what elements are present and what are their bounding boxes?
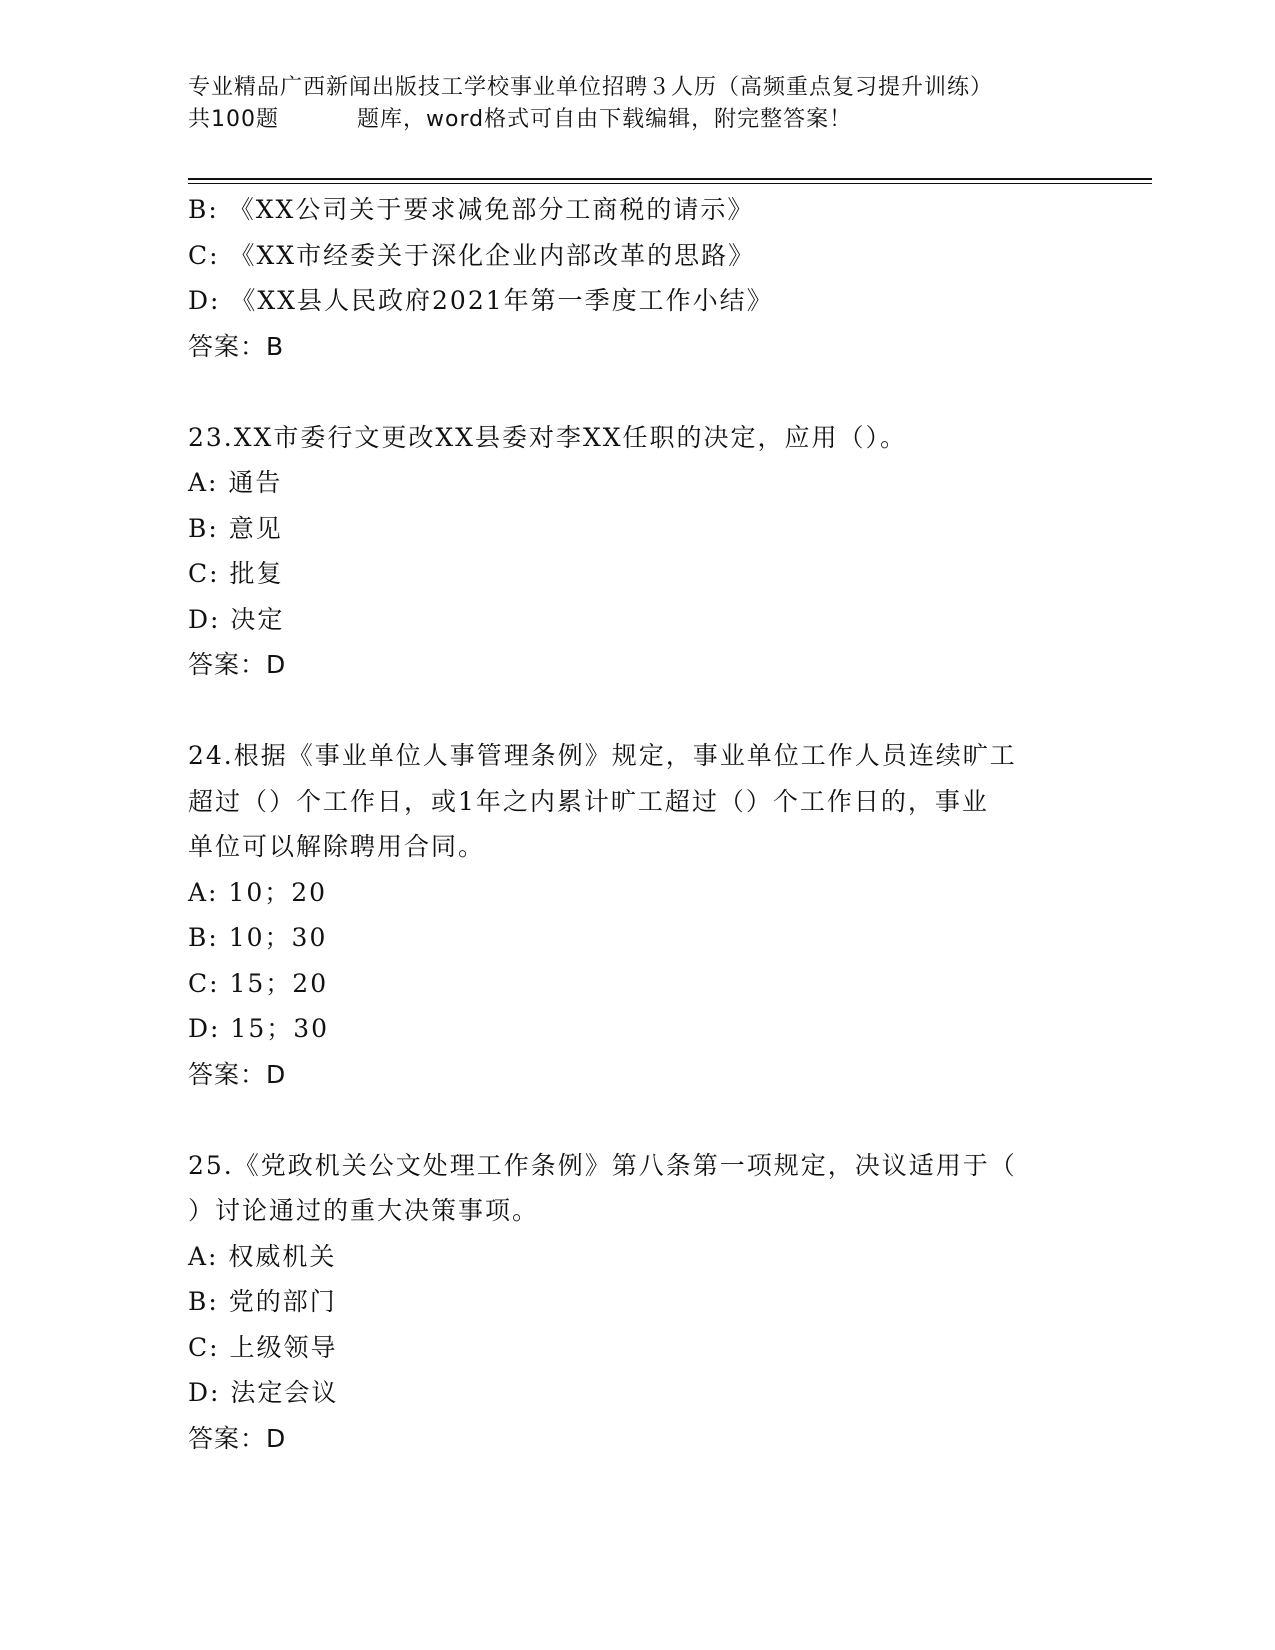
- option-a: A: 权威机关: [188, 1241, 337, 1271]
- question-text: 25.《党政机关公文处理工作条例》第八条第一项规定，决议适用于（: [188, 1150, 1017, 1180]
- question-block-24: [188, 733, 1088, 1097]
- answer-label: 答案：D: [188, 1423, 287, 1453]
- question-block-25: [188, 1143, 1088, 1462]
- option-c: C: 批复: [188, 559, 284, 588]
- option-b: B: 党的部门: [188, 1287, 337, 1316]
- option-c: C: 上级领导: [188, 1332, 338, 1362]
- header-title: 专业精品广西新闻出版技工学校事业单位招聘３人历（高频重点复习提升训练）: [188, 75, 994, 100]
- option-a: A: 10；20: [188, 877, 328, 907]
- answer-label: 答案：B: [188, 331, 285, 361]
- option-d: D: 《XX县人民政府2021年第一季度工作小结》: [188, 286, 774, 315]
- header-count: 共100题: [188, 107, 279, 132]
- option-b: B: 10；30: [188, 923, 328, 952]
- option-d: D: 法定会议: [188, 1378, 339, 1407]
- question-text: 超过（）个工作日，或1年之内累计旷工超过（）个工作日的，事业: [188, 786, 989, 816]
- question-block-previous: [188, 187, 1088, 369]
- question-text: 23.XX市委行文更改XX县委对李XX任职的决定，应用（）。: [188, 422, 908, 452]
- header-description: 题库，word格式可自由下载编辑，附完整答案！: [357, 107, 853, 132]
- option-d: D: 决定: [188, 604, 285, 634]
- question-block-23: [188, 415, 1088, 688]
- question-text: 单位可以解除聘用合同。: [188, 832, 486, 861]
- answer-label: 答案：D: [188, 1059, 287, 1089]
- option-a: A: 通告: [188, 468, 283, 497]
- option-d: D: 15；30: [188, 1014, 330, 1043]
- header-rule-thin: [188, 183, 1152, 184]
- answer-label: 答案：D: [188, 650, 287, 679]
- question-list: [188, 187, 1088, 1461]
- option-b: B: 意见: [188, 513, 283, 543]
- page-header: [188, 72, 1088, 136]
- option-c: C: 15；20: [188, 968, 329, 998]
- question-text: 24.根据《事业单位人事管理条例》规定，事业单位工作人员连续旷工: [188, 741, 1017, 770]
- option-c: C: 《XX市经委关于深化企业内部改革的思路》: [188, 240, 756, 270]
- header-rule-thick: [188, 178, 1152, 180]
- option-b: B: 《XX公司关于要求减免部分工商税的请示》: [188, 195, 755, 224]
- question-text: ）讨论通过的重大决策事项。: [188, 1196, 540, 1225]
- header-subtitle: [188, 104, 1088, 136]
